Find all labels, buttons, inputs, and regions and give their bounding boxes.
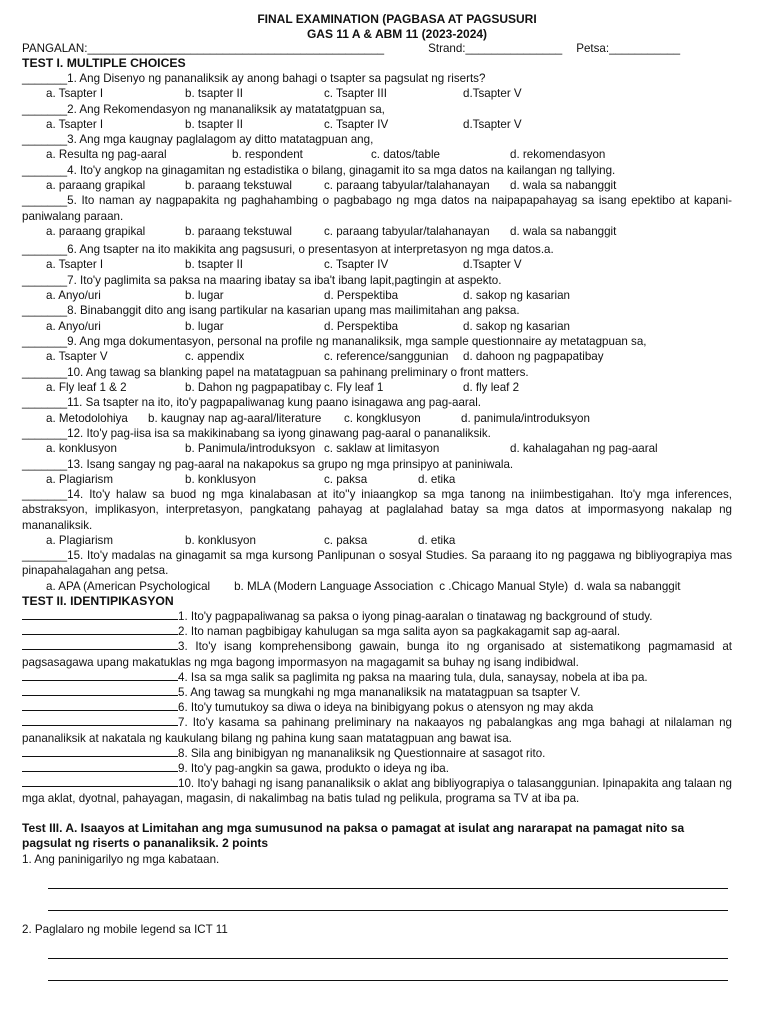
option-d[interactable]: d. sakop ng kasarian [463, 289, 570, 303]
strand-field[interactable]: _______________ [465, 42, 563, 55]
answer-blank[interactable] [22, 761, 178, 772]
mc-question [22, 242, 732, 273]
options-row [22, 579, 732, 594]
option-b[interactable]: b. konklusyon [185, 472, 256, 486]
answer-line[interactable] [48, 889, 728, 911]
option-b[interactable]: b. Panimula/introduksyon [185, 442, 316, 456]
answer-blank[interactable] [22, 609, 178, 620]
answer-line[interactable] [48, 937, 728, 959]
option-d[interactable]: d. wala sa nabanggit [574, 579, 681, 593]
option-d[interactable]: d. wala sa nabanggit [510, 224, 617, 238]
option-a[interactable]: a. Plagiarism [46, 472, 114, 486]
ident-item [22, 624, 732, 639]
ident-text: 9. Ito'y pag-angkin sa gawa, produkto o ideya ng iba. [178, 761, 449, 775]
option-a[interactable]: a. Tsapter I [46, 117, 104, 131]
option-c[interactable]: c .Chicago Manual Style) [439, 579, 569, 593]
ident-text: 2. Ito naman pagbibigay kahulugan sa mga salita ayon sa pagkakagamit sap ag-aaral. [178, 625, 621, 639]
option-a[interactable]: a. Tsapter I [46, 87, 104, 101]
date-field[interactable]: ___________ [609, 42, 681, 55]
mc-question [22, 548, 732, 594]
answer-blank[interactable] [22, 670, 178, 681]
ident-item [22, 670, 732, 685]
answer-blank[interactable] [22, 685, 178, 696]
option-d[interactable]: d. wala sa nabanggit [510, 179, 617, 193]
options-row [22, 380, 732, 395]
option-a[interactable]: a. Plagiarism [46, 533, 114, 547]
ident-item [22, 746, 732, 761]
mc-question [22, 273, 732, 304]
mc-question [22, 132, 732, 163]
ident-item [22, 685, 732, 700]
question-text: _______10. Ang tawag sa blanking papel na matatagpuan sa pahinang preliminary o front matters. [22, 365, 529, 379]
option-a[interactable]: a. Anyo/uri [46, 289, 101, 303]
answer-blank[interactable] [22, 715, 178, 726]
mc-question [22, 487, 732, 548]
option-c[interactable]: c. datos/table [371, 148, 440, 162]
question-text: _______15. Ito'y madalas na ginagamit sa mga kursong Panlipunan o sosyal Studies. Sa paraang ito ng paggawa ng bibliyograpiya mas pinapahalagahan ang petsa. [22, 549, 732, 578]
mc-question [22, 71, 732, 102]
answer-line[interactable] [48, 959, 728, 981]
option-c[interactable]: c. paksa [324, 533, 368, 547]
question-text: _______3. Ang mga kaugnay paglalagom ay ditto matatagpuan ang, [22, 133, 374, 147]
options-row [22, 288, 732, 303]
options-row [22, 86, 732, 101]
answer-line[interactable] [48, 867, 728, 889]
ident-item [22, 715, 732, 745]
ident-text: 10. Ito'y bahagi ng isang pananaliksik o aklat ang bibliyograpiya o talasanggunian. Ipinapakita ang talaan ng mga aklat, dyotnal, pahayagan, magasin, di nakalimbag na batis tulad ng pelikula, programa sa TV at iba pa. [22, 777, 732, 806]
question-text: _______1. Ang Disenyo ng pananaliksik ay anong bahagi o tsapter sa pagsulat ng riserts? [22, 72, 486, 85]
option-b[interactable]: b. tsapter II [185, 87, 243, 101]
option-c[interactable]: c. Tsapter IV [324, 258, 389, 272]
ident-item [22, 761, 732, 776]
name-field[interactable]: ______________________________________________ [87, 42, 385, 55]
question-text: _______9. Ang mga dokumentasyon, personal na profile ng mananaliksik, mga sample questionnaire ay metatagpuan sa, [22, 335, 647, 349]
ident-item [22, 609, 732, 624]
test3-title: Test III. A. Isaayos at Limitahan ang mga sumusunod na paksa o pamagat at isulat ang nararapat na pamagat nito sa pagsulat ng riserts o pananaliksik. 2 points [22, 820, 685, 850]
option-a[interactable]: a. Tsapter I [46, 258, 104, 272]
option-a[interactable]: a. Metodolohiya [46, 411, 128, 425]
answer-blank[interactable] [22, 746, 178, 757]
option-b[interactable]: b. kaugnay nap ag-aaral/literature [148, 411, 322, 425]
option-a[interactable]: a. Resulta ng pag-aaral [46, 148, 167, 162]
options-row [22, 178, 732, 193]
test3-item-1: 1. Ang paninigarilyo ng mga kabataan. [22, 852, 220, 866]
option-c[interactable]: d. Perspektiba [324, 319, 399, 333]
ident-text: 7. Ito'y kasama sa pahinang preliminary na nakaayos ng pabalangkas ang mga bahagi at nilalaman ng pananaliksik at nakatala ng kaukulang bilang ng pahina kung saan matatagpuan ang bawat isa. [22, 716, 732, 745]
answer-blank[interactable] [22, 624, 178, 635]
option-d[interactable]: d. kahalagahan ng pag-aaral [510, 442, 658, 456]
option-c[interactable]: c. kongklusyon [344, 411, 421, 425]
ident-text: 1. Ito'y pagpapaliwanag sa paksa o iyong pinag-aaralan o tinatawag ng background of study. [178, 609, 653, 623]
exam-page [22, 12, 732, 981]
options-row [22, 533, 732, 548]
student-info-row [22, 41, 732, 56]
option-c[interactable]: c. paksa [324, 472, 368, 486]
option-b[interactable]: c. appendix [185, 350, 245, 364]
ident-text: 4. Isa sa mga salik sa paglimita ng paksa na maaring tula, dula, sanaysay, nobela at iba pa. [178, 670, 648, 684]
answer-blank[interactable] [22, 776, 178, 787]
test1-title: TEST I. MULTIPLE CHOICES [22, 56, 186, 70]
ident-item [22, 639, 732, 669]
question-text: _______5. Ito naman ay nagpapakita ng paghahambing o pagbabago ng mga datos na naipapapahayag sa isang epektibo at kapani-paniwalang paraan. [22, 194, 732, 223]
options-row [22, 147, 732, 162]
test2-title: TEST II. IDENTIPIKASYON [22, 593, 174, 608]
option-c[interactable]: c. Tsapter III [324, 87, 387, 101]
option-c[interactable]: c. saklaw at limitasyon [324, 442, 440, 456]
mc-question [22, 193, 732, 239]
option-a[interactable]: a. paraang grapikal [46, 224, 146, 238]
option-d[interactable]: d. dahoon ng pagpapatibay [463, 350, 604, 364]
name-label: PANGALAN: [22, 42, 88, 55]
exam-subtitle: GAS 11 A & ABM 11 (2023-2024) [306, 26, 488, 41]
mc-question [22, 334, 732, 365]
question-text: _______14. Ito'y halaw sa buod ng mga kinalabasan at ito''y iniaangkop sa mga tanong na iniimbestigahan. Ito'y mga inferences, abstraksyon, implikasyon, interpretasyon, pangkatang pahayag at paglalahad batay sa mga datos at impormasyong nakalap ng mananaliksik. [22, 488, 732, 532]
option-c[interactable]: c. Tsapter IV [324, 117, 389, 131]
option-b[interactable]: b. respondent [232, 148, 303, 162]
ident-item [22, 700, 732, 715]
option-c[interactable]: d. Perspektiba [324, 289, 399, 303]
question-text: _______8. Binabanggit dito ang isang partikular na kasarian upang mas mailimitahan ang paksa. [22, 304, 520, 318]
strand-label: Strand: [428, 42, 466, 55]
option-b[interactable]: b. paraang tekstuwal [185, 179, 292, 193]
answer-blank[interactable] [22, 700, 178, 711]
mc-question [22, 163, 732, 194]
question-text: _______11. Sa tsapter na ito, ito'y pagpapaliwanag kung paano isinagawa ang pag-aaral. [22, 396, 482, 410]
options-row [22, 441, 732, 456]
mc-question [22, 457, 732, 488]
exam-title: FINAL EXAMINATION (PAGBASA AT PAGSUSURI [257, 12, 537, 26]
option-a[interactable]: a. paraang grapikal [46, 179, 146, 193]
options-row [22, 117, 732, 132]
question-text: _______6. Ang tsapter na ito makikita ang pagsusuri, o presentasyon at interpretasyon ng mga datos.a. [22, 243, 554, 257]
question-text: _______13. Isang sangay ng pag-aaral na nakapokus sa grupo ng mga prinsipyo at paniniwala. [22, 457, 514, 471]
option-d[interactable]: d. panimula/introduksyon [461, 411, 590, 425]
option-b[interactable]: b. konklusyon [185, 533, 256, 547]
option-a[interactable]: a. APA (American Psychological [46, 579, 211, 593]
ident-text: 8. Sila ang binibigyan ng mananaliksik ng Questionnaire at sasagot rito. [178, 746, 546, 760]
option-b[interactable]: b. Dahon ng pagpapatibay [185, 380, 322, 394]
option-d[interactable]: d. rekomendasyon [510, 148, 606, 162]
option-b[interactable]: b. paraang tekstuwal [185, 224, 292, 238]
option-c[interactable]: c. Fly leaf 1 [324, 380, 384, 394]
question-text: _______12. Ito'y pag-iisa isa sa makikinabang sa iyong ginawang pag-aaral o pananaliksik. [22, 426, 491, 440]
option-b[interactable]: b. tsapter II [185, 258, 243, 272]
options-row [22, 319, 732, 334]
option-d[interactable]: d. sakop ng kasarian [463, 319, 570, 333]
mc-question [22, 395, 732, 426]
answer-blank[interactable] [22, 639, 178, 650]
options-row [22, 349, 732, 364]
question-text: _______2. Ang Rekomendasyon ng mananaliksik ay matatatgpuan sa, [22, 102, 385, 116]
mc-question [22, 303, 732, 334]
ident-item [22, 776, 732, 806]
ident-text: 5. Ang tawag sa mungkahi ng mga mananaliksik na matatagpuan sa tsapter V. [178, 685, 581, 699]
option-b[interactable]: b. lugar [185, 289, 224, 303]
options-row [22, 472, 732, 487]
mc-question [22, 102, 732, 133]
option-a[interactable]: a. Tsapter V [46, 350, 108, 364]
option-d[interactable]: d. fly leaf 2 [463, 380, 520, 394]
options-row [22, 257, 732, 272]
ident-text: 6. Ito'y tumutukoy sa diwa o ideya na binibigyang pokus o atensyon ng may akda [178, 701, 594, 715]
option-b[interactable]: b. MLA (Modern Language Association [234, 579, 434, 593]
date-label: Petsa: [576, 42, 610, 55]
mc-question [22, 426, 732, 457]
option-d[interactable]: d.Tsapter V [463, 117, 522, 131]
option-d[interactable]: d.Tsapter V [463, 87, 522, 101]
question-text: _______4. Ito'y angkop na ginagamitan ng estadistika o bilang, ginagamit ito sa mga datos na kailangan ng tallying. [22, 163, 616, 177]
mc-question [22, 365, 732, 396]
option-a[interactable]: a. Fly leaf 1 & 2 [46, 380, 127, 394]
option-c[interactable]: c. paraang tabyular/talahanayan [324, 224, 490, 238]
option-c[interactable]: c. reference/sanggunian [324, 350, 449, 364]
option-a[interactable]: a. konklusyon [46, 442, 117, 456]
option-d[interactable]: d. etika [418, 472, 456, 486]
options-row [22, 224, 732, 239]
option-c[interactable]: c. paraang tabyular/talahanayan [324, 179, 490, 193]
options-row [22, 411, 732, 426]
option-b[interactable]: b. tsapter II [185, 117, 243, 131]
option-a[interactable]: a. Anyo/uri [46, 319, 101, 333]
option-b[interactable]: b. lugar [185, 319, 224, 333]
question-text: _______7. Ito'y paglimita sa paksa na maaring ibatay sa iba't ibang lapit,pagtingin at aspekto. [22, 273, 502, 287]
test3-item-2: 2. Paglalaro ng mobile legend sa ICT 11 [22, 922, 228, 936]
option-d[interactable]: d. etika [418, 533, 456, 547]
option-d[interactable]: d.Tsapter V [463, 258, 522, 272]
ident-text: 3. Ito'y isang komprehensibong gawain, bunga ito ng organisado at sistematikong pagmamasid at pagsasagawa upang makatuklas ng mga bagong impormasyon na magagamit sa buhay ng isang indibidwal. [22, 640, 732, 669]
